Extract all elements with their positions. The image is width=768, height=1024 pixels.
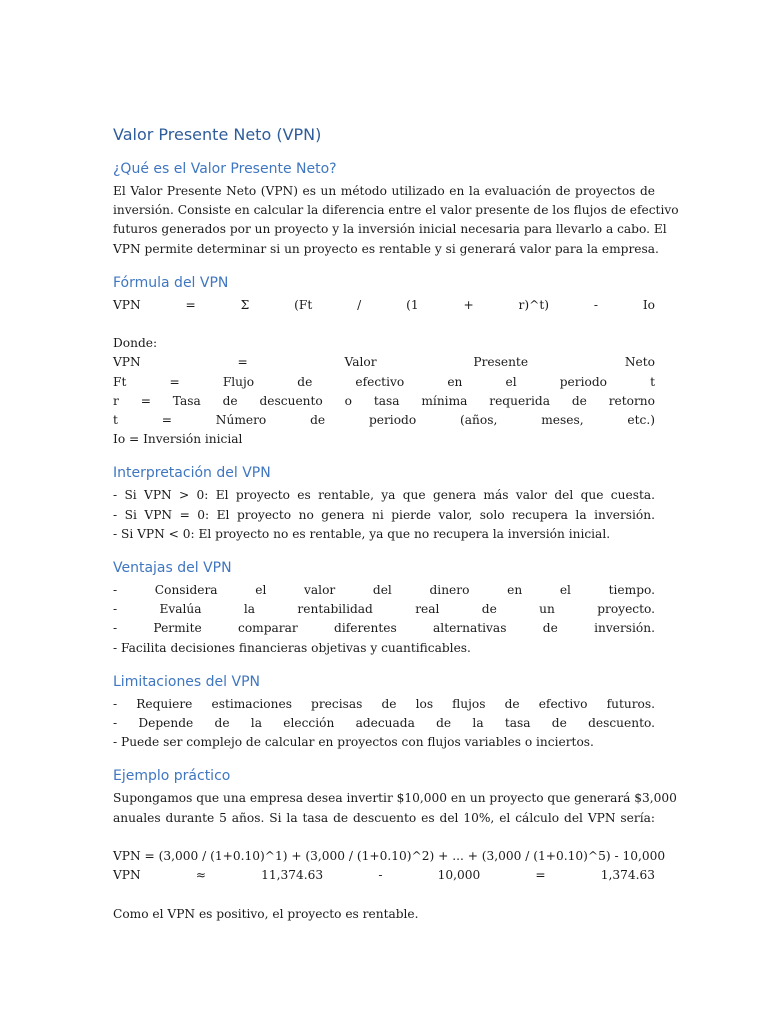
text-line: futuros generados por un proyecto y la inversión inicial necesaria para llevarlo a cabo. El (113, 222, 667, 237)
text-line: Ft = Flujo de efectivo en el periodo t (113, 374, 655, 389)
blank-line (113, 315, 655, 334)
section-heading: Interpretación del VPN (113, 465, 271, 482)
text-line: - Considera el valor del dinero en el tiempo. (113, 583, 655, 598)
blank-line (113, 885, 655, 904)
section-heading: Ejemplo práctico (113, 768, 231, 785)
text-line: - Si VPN > 0: El proyecto es rentable, ya que genera más valor del que cuesta. (113, 488, 655, 503)
text-line: - Depende de la elección adecuada de la tasa de descuento. (113, 716, 655, 731)
text-line: VPN = (3,000 / (1+0.10)^1) + (3,000 / (1+0.10)^2) + ... + (3,000 / (1+0.10)^5) - 10,000 (113, 849, 666, 864)
section-heading: ¿Qué es el Valor Presente Neto? (113, 161, 337, 177)
text-line: VPN permite determinar si un proyecto es rentable y si generará valor para la empresa. (113, 241, 659, 256)
text-line: Como el VPN es positivo, el proyecto es rentable. (113, 906, 419, 921)
text-line: Io = Inversión inicial (113, 432, 243, 447)
text-line: - Puede ser complejo de calcular en proyectos con flujos variables o inciertos. (113, 735, 594, 750)
document-title: Valor Presente Neto (VPN) (113, 125, 322, 144)
section (113, 558, 655, 658)
section-heading: Ventajas del VPN (113, 560, 232, 577)
section (113, 273, 655, 450)
section (113, 159, 679, 259)
text-line: r = Tasa de descuento o tasa mínima requerida de retorno (113, 393, 655, 408)
text-line: anuales durante 5 años. Si la tasa de descuento es del 10%, el cálculo del VPN sería: (113, 810, 655, 825)
text-line: - Permite comparar diferentes alternativas de inversión. (113, 621, 655, 636)
text-line: VPN = Valor Presente Neto (113, 355, 655, 370)
section-heading: Fórmula del VPN (113, 274, 229, 291)
section-heading: Limitaciones del VPN (113, 673, 260, 690)
text-line: inversión. Consiste en calcular la diferencia entre el valor presente de los flujos de efectivo (113, 203, 679, 218)
section (113, 463, 655, 544)
text-line: - Facilita decisiones financieras objetivas y cuantificables. (113, 640, 471, 655)
text-line: VPN = Σ (Ft / (1 + r)^t) - Io (113, 297, 655, 312)
text-line: - Si VPN = 0: El proyecto no genera ni pierde valor, solo recupera la inversión. (113, 507, 655, 522)
text-line: VPN ≈ 11,374.63 - 10,000 = 1,374.63 (113, 868, 655, 883)
text-line: - Requiere estimaciones precisas de los flujos de efectivo futuros. (113, 696, 655, 711)
sections-container (113, 159, 679, 924)
text-line: - Si VPN < 0: El proyecto no es rentable, ya que no recupera la inversión inicial. (113, 526, 611, 541)
text-line: - Evalúa la rentabilidad real de un proyecto. (113, 602, 655, 617)
blank-line (113, 828, 655, 847)
text-line: t = Número de periodo (años, meses, etc.) (113, 413, 655, 428)
text-line: Donde: (113, 336, 158, 351)
section (113, 672, 655, 753)
document-body (113, 124, 679, 938)
text-line: El Valor Presente Neto (VPN) es un método utilizado en la evaluación de proyectos de (113, 184, 655, 198)
section (113, 766, 677, 923)
text-line: Supongamos que una empresa desea invertir $10,000 en un proyecto que generará $3,000 (113, 791, 677, 806)
